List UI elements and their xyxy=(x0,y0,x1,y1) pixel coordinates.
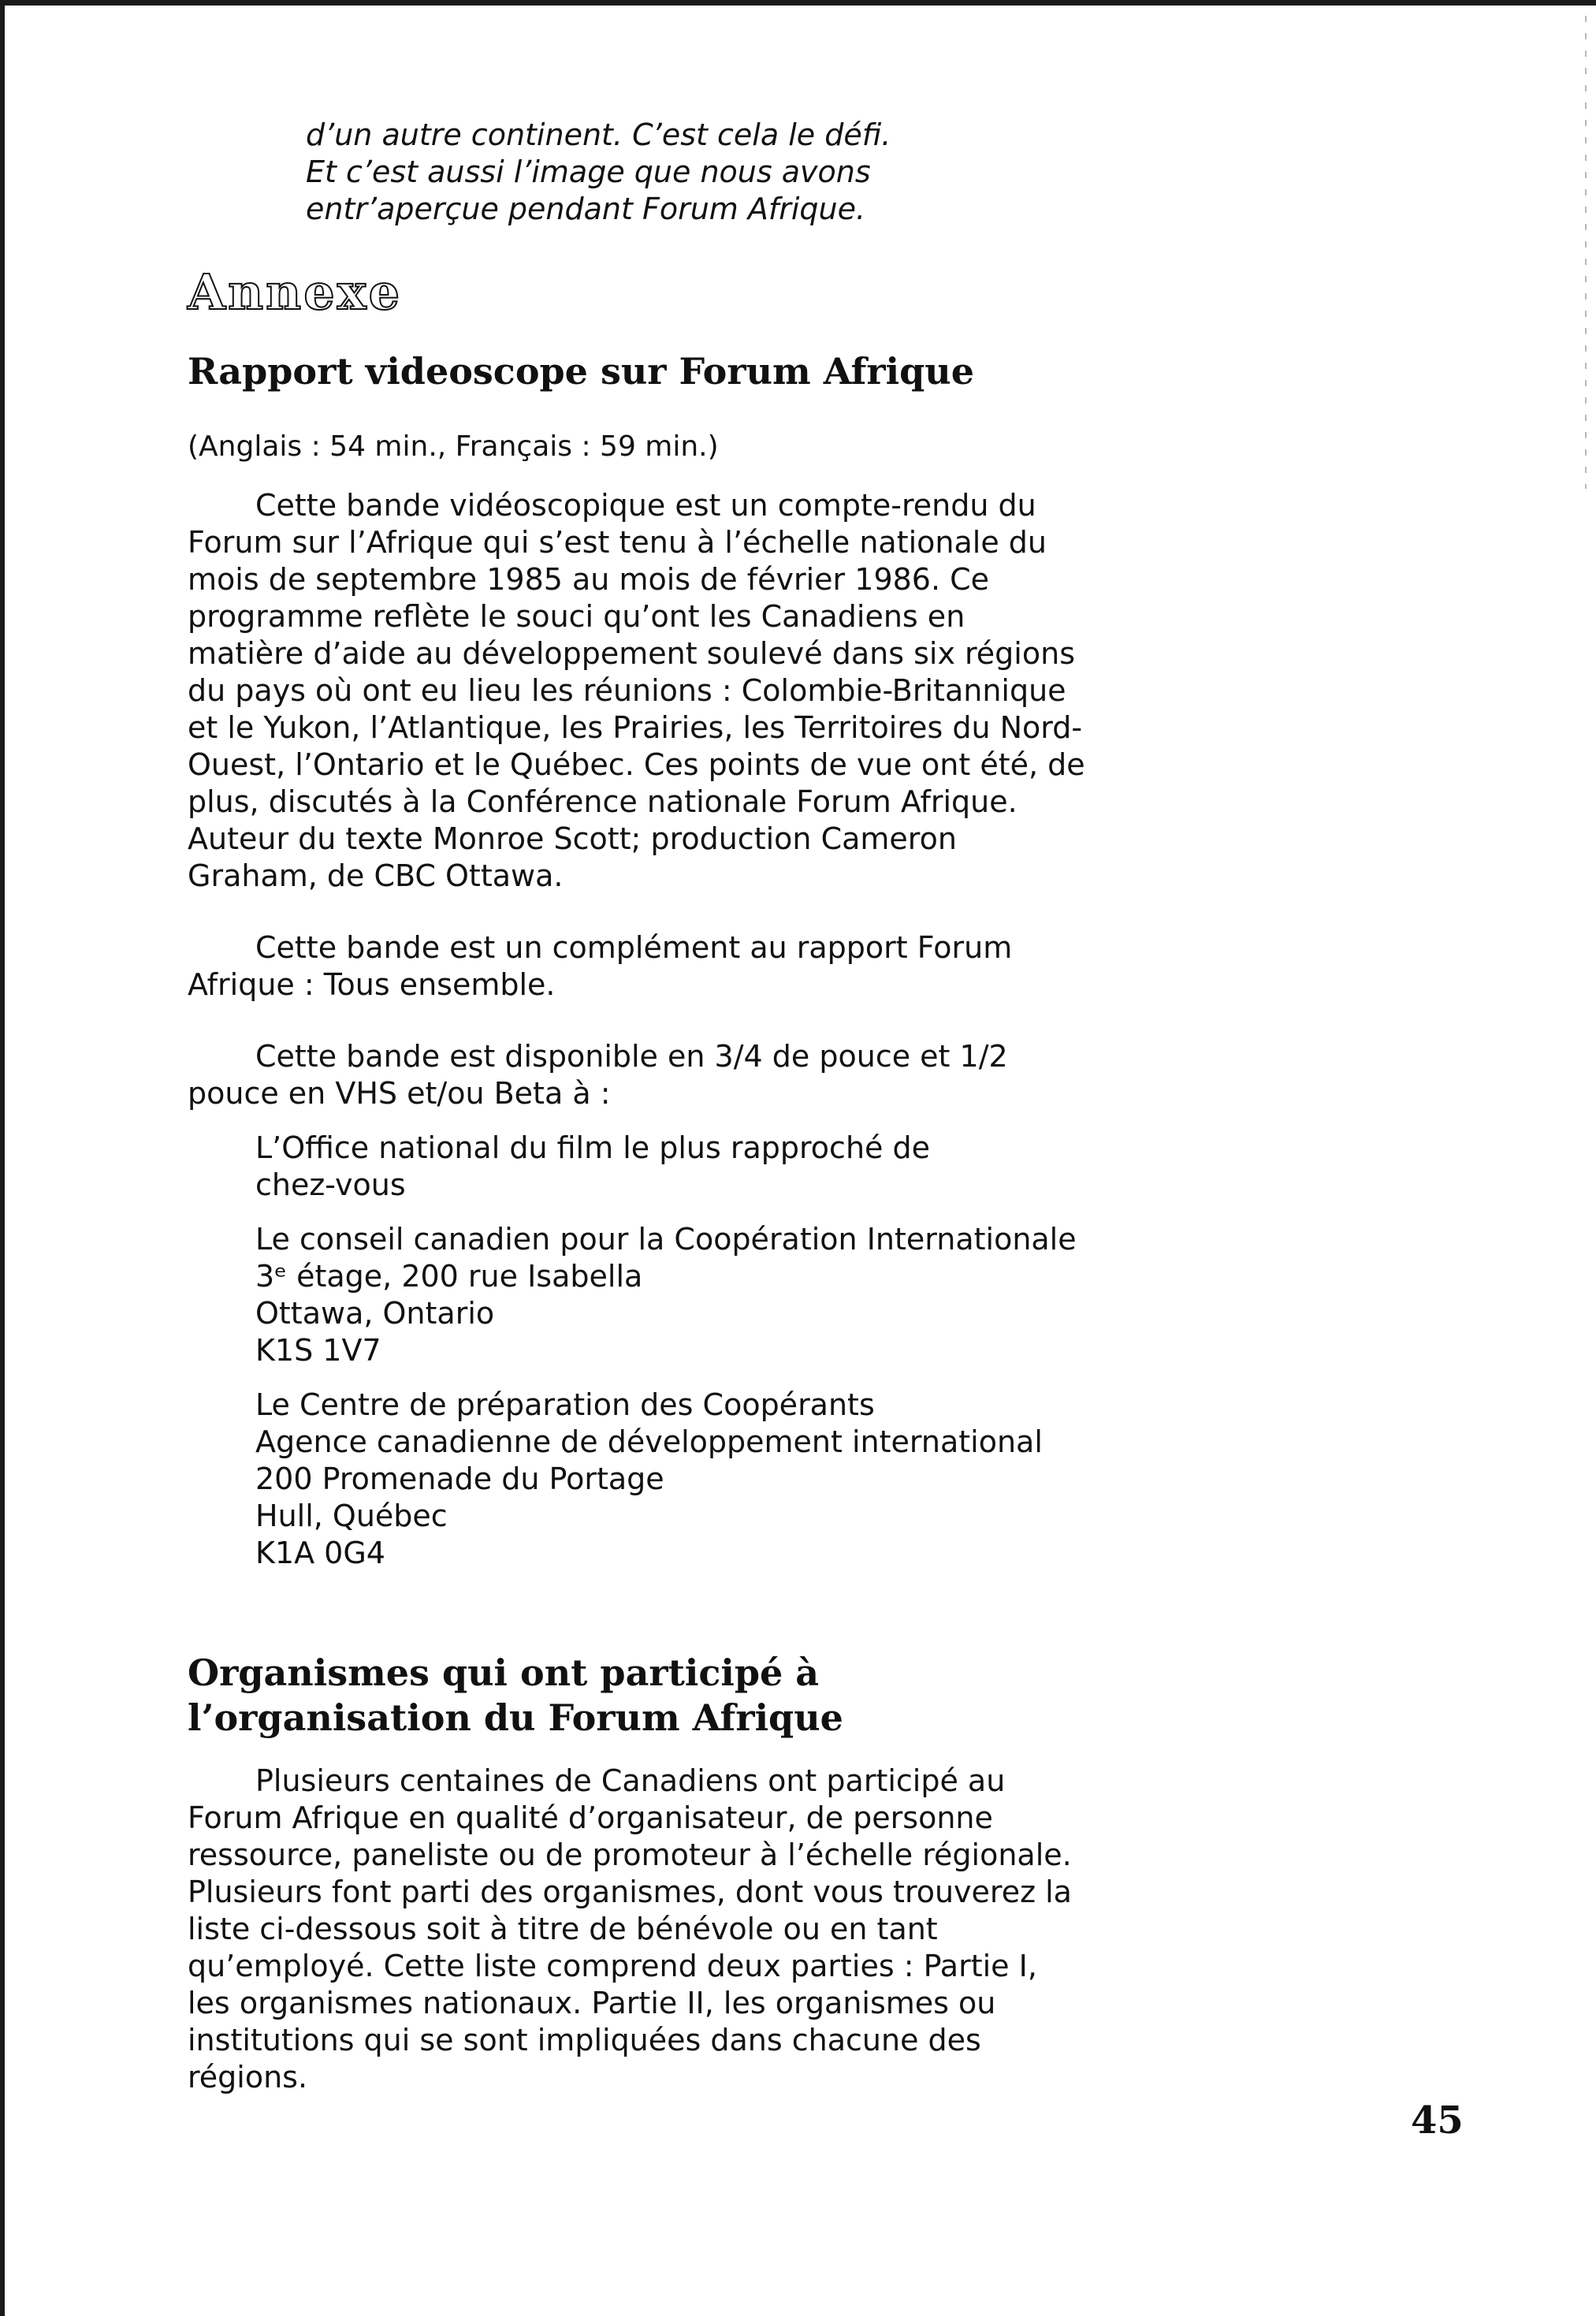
document-page xyxy=(188,117,1086,2096)
address-ccci: Le conseil canadien pour la Coopération Internationale 3ᵉ étage, 200 rue Isabella Ottawa, Ontario K1S 1V7 xyxy=(255,1222,1077,1368)
organismes-paragraph: Plusieurs centaines de Canadiens ont participé au Forum Afrique en qualité d’organisateur, de personne ressource, paneliste ou de promoteur à l’échelle régionale. Plusieurs font parti des organismes, dont vous trouverez la liste ci-dessous soit à titre de bénévole ou en tant qu’employé. Cette liste comprend deux parties : Partie I, les organismes nationaux. Partie II, les organismes ou institutions qui se sont impliquées dans chacune des régions. xyxy=(188,1763,1072,2094)
section-title-videoscope: Rapport videoscope sur Forum Afrique xyxy=(188,350,974,393)
address-cpc: Le Centre de préparation des Coopérants Agence canadienne de développement international 200 Promenade du Portage Hull, Québec K1A 0G4 xyxy=(255,1387,1043,1570)
closing-quote: d’un autre continent. C’est cela le défi. Et c’est aussi l’image que nous avons entr’aperçue pendant Forum Afrique. xyxy=(306,117,891,226)
annex-title: Annexe xyxy=(188,263,403,321)
videoscope-paragraph-2: Cette bande est un complément au rapport Forum Afrique : Tous ensemble. xyxy=(188,930,1013,1002)
section-title-organismes: Organismes qui ont participé à l’organisation du Forum Afrique xyxy=(188,1651,843,1739)
video-duration: (Anglais : 54 min., Français : 59 min.) xyxy=(188,430,719,463)
scan-top-edge xyxy=(0,0,1596,6)
page-number: 45 xyxy=(1411,2098,1464,2143)
scan-right-edge xyxy=(1585,16,1587,489)
address-onf: L’Office national du film le plus rapproché de chez-vous xyxy=(255,1130,930,1202)
scan-left-edge xyxy=(0,0,5,2316)
videoscope-paragraph-1: Cette bande vidéoscopique est un compte-rendu du Forum sur l’Afrique qui s’est tenu à l’échelle nationale du mois de septembre 1985 au mois de février 1986. Ce programme reflète le souci qu’ont les Canadiens en matière d’aide au développement soulevé dans six régions du pays où ont eu lieu les réunions : Colombie-Britannique et le Yukon, l’Atlantique, les Prairies, les Territoires du Nord-Ouest, l’Ontario et le Québec. Ces points de vue ont été, de plus, discutés à la Conférence nationale Forum Afrique. Auteur du texte Monroe Scott; production Cameron Graham, de CBC Ottawa. xyxy=(188,488,1085,893)
videoscope-paragraph-3: Cette bande est disponible en 3/4 de pouce et 1/2 pouce en VHS et/ou Beta à : xyxy=(188,1039,1008,1111)
